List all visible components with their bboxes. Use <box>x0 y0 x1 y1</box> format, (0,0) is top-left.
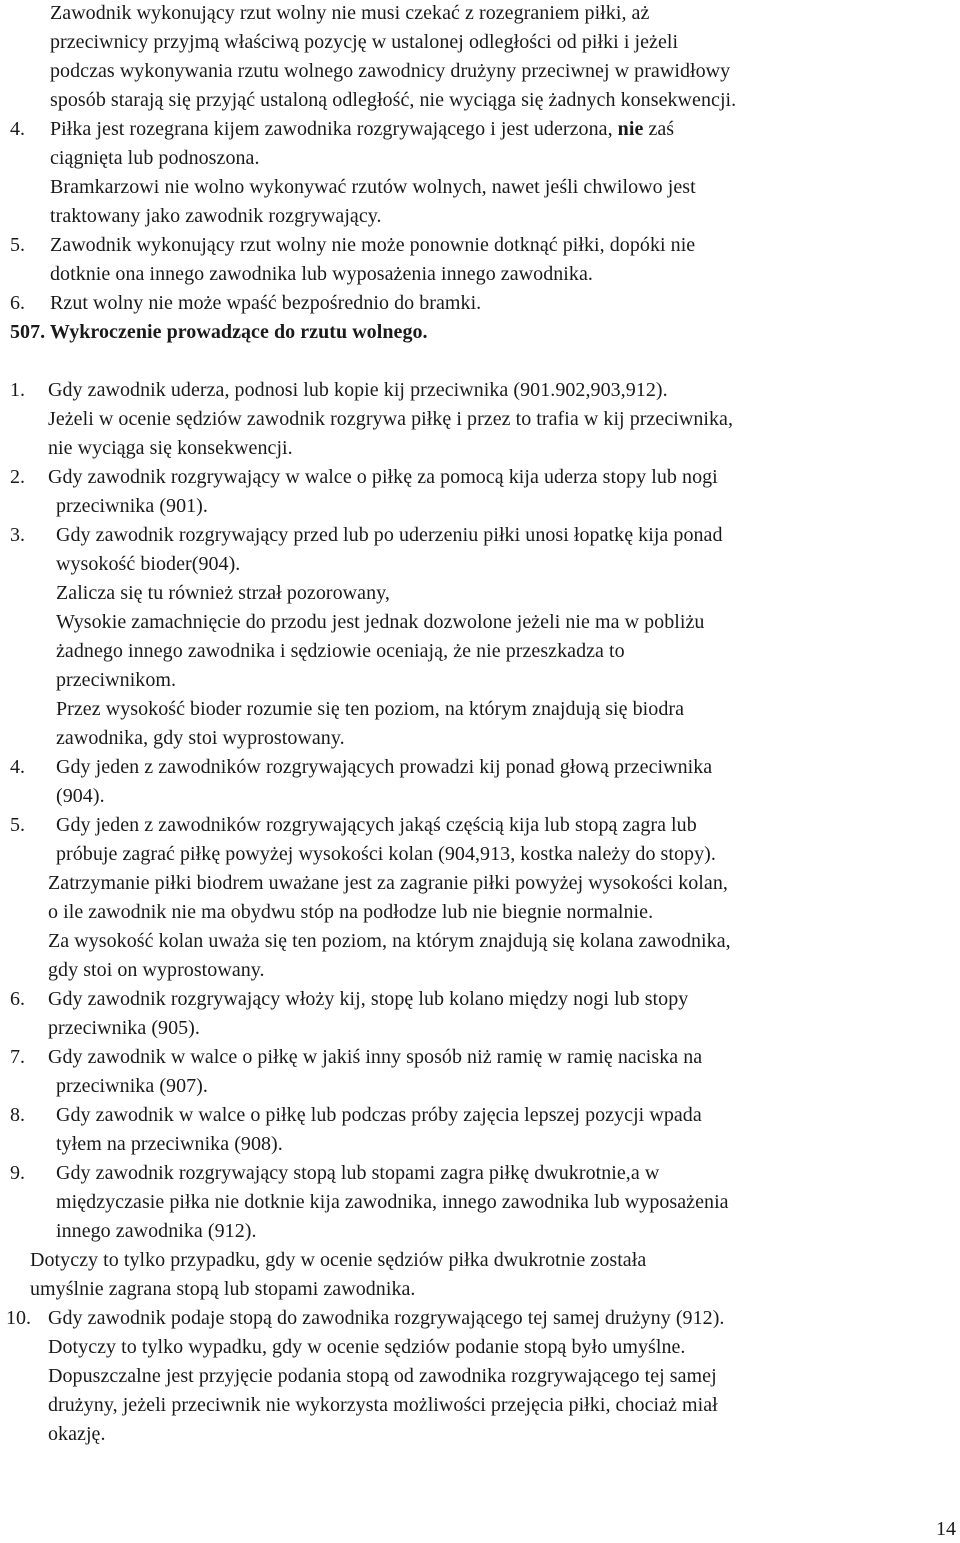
rule-line: Zawodnik wykonujący rzut wolny nie może ponownie dotknąć piłki, dopóki nie <box>50 234 696 256</box>
rule-line: (904). <box>56 785 105 807</box>
intro-line: sposób starają się przyjąć ustaloną odległość, nie wyciąga się żadnych konsekwencji. <box>50 89 737 111</box>
rule-number: 2. <box>10 466 25 488</box>
intro-line: przeciwnicy przyjmą właściwą pozycję w ustalonej odległości od piłki i jeżeli <box>50 31 679 53</box>
rule-number: 1. <box>10 379 25 401</box>
rule-line: Zalicza się tu również strzał pozorowany, <box>56 582 390 604</box>
rule-line: wysokość bioder(904). <box>56 553 241 575</box>
note-line: Dotyczy to tylko przypadku, gdy w ocenie sędziów piłka dwukrotnie została <box>30 1249 647 1271</box>
rule-line: Gdy jeden z zawodników rozgrywających jakąś częścią kija lub stopą zagra lub <box>56 814 697 836</box>
intro-line: podczas wykonywania rzutu wolnego zawodnicy drużyny przeciwnej w prawidłowy <box>50 60 731 82</box>
rule-line: Dopuszczalne jest przyjęcie podania stopą od zawodnika rozgrywającego tej samej <box>48 1365 717 1387</box>
page-number: 14 <box>936 1518 956 1540</box>
rule-number: 6. <box>10 988 25 1010</box>
rule-line: przeciwnikom. <box>56 669 177 691</box>
rule-line: traktowany jako zawodnik rozgrywający. <box>50 205 382 227</box>
rule-line: Za wysokość kolan uważa się ten poziom, na którym znajdują się kolana zawodnika, <box>48 930 731 952</box>
rule-line: tyłem na przeciwnika (908). <box>56 1133 283 1155</box>
rule-line: przeciwnika (907). <box>56 1075 208 1097</box>
rule-line: o ile zawodnik nie ma obydwu stóp na podłodze lub nie biegnie normalnie. <box>48 901 654 923</box>
rule-line: przeciwnika (901). <box>56 495 208 517</box>
rule-line: Gdy zawodnik w walce o piłkę w jakiś inny sposób niż ramię w ramię naciska na <box>48 1046 703 1068</box>
rule-line: żadnego innego zawodnika i sędziowie oceniają, że nie przeszkadza to <box>56 640 625 662</box>
intro-line: Zawodnik wykonujący rzut wolny nie musi czekać z rozegraniem piłki, aż <box>50 2 650 24</box>
rule-line: międzyczasie piłka nie dotknie kija zawodnika, innego zawodnika lub wyposażenia <box>56 1191 729 1213</box>
rule-number: 10. <box>6 1307 31 1329</box>
rule-number: 9. <box>10 1162 25 1184</box>
rule-line: Gdy zawodnik podaje stopą do zawodnika rozgrywającego tej samej drużyny (912). <box>48 1307 725 1329</box>
rule-line: Dotyczy to tylko wypadku, gdy w ocenie sędziów podanie stopą było umyślne. <box>48 1336 686 1358</box>
rule-line: Gdy zawodnik uderza, podnosi lub kopie kij przeciwnika (901.902,903,912). <box>48 379 668 401</box>
bold-word: nie <box>617 118 644 140</box>
rule-number: 5. <box>10 814 25 836</box>
rule-number: 4. <box>10 118 25 140</box>
rule-number: 4. <box>10 756 25 778</box>
rule-line: Gdy zawodnik w walce o piłkę lub podczas próby zajęcia lepszej pozycji wpada <box>56 1104 702 1126</box>
rule-line: okazję. <box>48 1423 106 1445</box>
rule-line: Rzut wolny nie może wpaść bezpośrednio do bramki. <box>50 292 482 314</box>
rule-line: przeciwnika (905). <box>48 1017 200 1039</box>
rule-line: zawodnika, gdy stoi wyprostowany. <box>56 727 345 749</box>
rule-line: Przez wysokość bioder rozumie się ten poziom, na którym znajdują się biodra <box>56 698 685 720</box>
rule-line: Piłka jest rozegrana kijem zawodnika rozgrywającego i jest uderzona, nie zaś <box>50 118 675 140</box>
rule-line: nie wyciąga się konsekwencji. <box>48 437 293 459</box>
rule-number: 7. <box>10 1046 25 1068</box>
rule-number: 5. <box>10 234 25 256</box>
rule-line: Bramkarzowi nie wolno wykonywać rzutów wolnych, nawet jeśli chwilowo jest <box>50 176 696 198</box>
rule-number: 8. <box>10 1104 25 1126</box>
rule-line: Zatrzymanie piłki biodrem uważane jest za zagranie piłki powyżej wysokości kolan, <box>48 872 728 894</box>
rule-line: Gdy zawodnik rozgrywający w walce o piłkę za pomocą kija uderza stopy lub nogi <box>48 466 718 488</box>
rule-line: Gdy zawodnik rozgrywający przed lub po uderzeniu piłki unosi łopatkę kija ponad <box>56 524 723 546</box>
note-line: umyślnie zagrana stopą lub stopami zawodnika. <box>30 1278 416 1300</box>
rule-line: Gdy zawodnik rozgrywający stopą lub stopami zagra piłkę dwukrotnie,a w <box>56 1162 660 1184</box>
rule-line: dotknie ona innego zawodnika lub wyposażenia innego zawodnika. <box>50 263 593 285</box>
rule-line: Gdy jeden z zawodników rozgrywających prowadzi kij ponad głową przeciwnika <box>56 756 713 778</box>
rule-line: próbuje zagrać piłkę powyżej wysokości kolan (904,913, kostka należy do stopy). <box>56 843 716 865</box>
rule-number: 3. <box>10 524 25 546</box>
rule-number: 6. <box>10 292 25 314</box>
section-heading: 507. Wykroczenie prowadzące do rzutu wolnego. <box>10 321 428 343</box>
rule-line: innego zawodnika (912). <box>56 1220 257 1242</box>
rule-line: drużyny, jeżeli przeciwnik nie wykorzysta możliwości przejęcia piłki, chociaż miał <box>48 1394 718 1416</box>
rule-line: ciągnięta lub podnoszona. <box>50 147 260 169</box>
rule-line: Wysokie zamachnięcie do przodu jest jednak dozwolone jeżeli nie ma w pobliżu <box>56 611 705 633</box>
rule-line: Gdy zawodnik rozgrywający włoży kij, stopę lub kolano między nogi lub stopy <box>48 988 689 1010</box>
rule-line: gdy stoi on wyprostowany. <box>48 959 265 981</box>
rule-line: Jeżeli w ocenie sędziów zawodnik rozgrywa piłkę i przez to trafia w kij przeciwnika, <box>48 408 734 430</box>
